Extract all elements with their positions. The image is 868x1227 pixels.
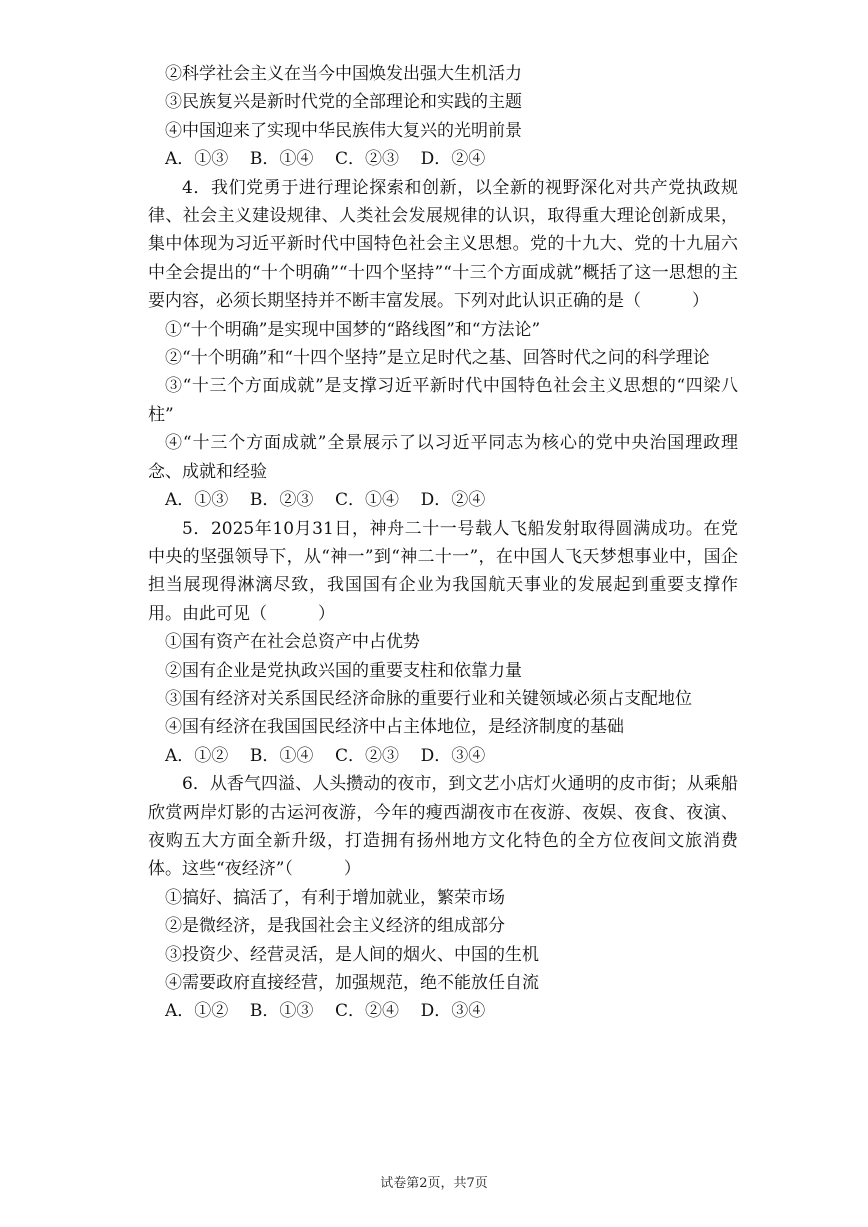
answer-choices: A．①② B．①④ C．②③ D．③④ [165, 745, 486, 766]
answer-choices: A．①② B．①③ C．②④ D．③④ [165, 1001, 486, 1022]
option-line: ④国有经济在我国国民经济中占主体地位，是经济制度的基础 [165, 717, 624, 738]
option-line: ②科学社会主义在当今中国焕发出强大生机活力 [165, 64, 522, 84]
answer-choices: A．①③ B．①④ C．②③ D．②④ [165, 149, 486, 170]
option-line: ③国有经济对关系国民经济命脉的重要行业和关键领域必须占支配地位 [165, 688, 692, 709]
option-line: ②国有企业是党执政兴国的重要支柱和依靠力量 [165, 660, 522, 681]
question-5-stem: 5．2025年10月31日，神舟二十一号载人飞船发射取得圆满成功。在党中央的坚强领导下，从“神一”到“神二十一”，在中国人飞天梦想事业中，国企担当展现得淋漓尽致，我国国有企业为我国航天事业的发展起到重要支撑作用。由此可见（ ） [148, 518, 738, 624]
option-line: ④中国迎来了实现中华民族伟大复兴的光明前景 [165, 120, 522, 141]
option-line: ①搞好、搞活了，有利于增加就业，繁荣市场 [165, 887, 505, 908]
option-line: ②“十个明确”和“十四个坚持”是立足时代之基、回答时代之问的科学理论 [165, 348, 710, 369]
option-line: ①国有资产在社会总资产中占优势 [165, 632, 420, 653]
option-line: ④“十三个方面成就”全景展示了以习近平同志为核心的党中央治国理政理念、成就和经验 [148, 433, 738, 482]
option-line: ③“十三个方面成就”是支撑习近平新时代中国特色社会主义思想的“四梁八柱” [148, 376, 738, 425]
option-line: ①“十个明确”是实现中国梦的“路线图”和“方法论” [165, 319, 541, 340]
option-line: ②是微经济，是我国社会主义经济的组成部分 [165, 916, 505, 937]
answer-choices: A．①③ B．②③ C．①④ D．②④ [165, 490, 486, 511]
question-content [148, 60, 738, 1026]
page-footer: 试卷第2页，共7页 [380, 1176, 488, 1191]
option-line: ③民族复兴是新时代党的全部理论和实践的主题 [165, 92, 522, 113]
question-4-stem: 4．我们党勇于进行理论探索和创新，以全新的视野深化对共产党执政规律、社会主义建设规律、人类社会发展规律的认识，取得重大理论创新成果，集中体现为习近平新时代中国特色社会主义思想。党的十九大、党的十九届六中全会提出的“十个明确”“十四个坚持”“十三个方面成就”概括了这一思想的主要内容，必须长期坚持并不断丰富发展。下列对此认识正确的是（ ） [148, 177, 738, 312]
option-line: ③投资少、经营灵活，是人间的烟火、中国的生机 [165, 944, 539, 965]
question-6-stem: 6．从香气四溢、人头攒动的夜市，到文艺小店灯火通明的皮市街；从乘船欣赏两岸灯影的古运河夜游，今年的瘦西湖夜市在夜游、夜娱、夜食、夜演、夜购五大方面全新升级，打造拥有扬州地方文化特色的全方位夜间文旅消费体。这些“夜经济”（ ） [148, 774, 738, 880]
option-line: ④需要政府直接经营，加强规范，绝不能放任自流 [165, 973, 539, 993]
